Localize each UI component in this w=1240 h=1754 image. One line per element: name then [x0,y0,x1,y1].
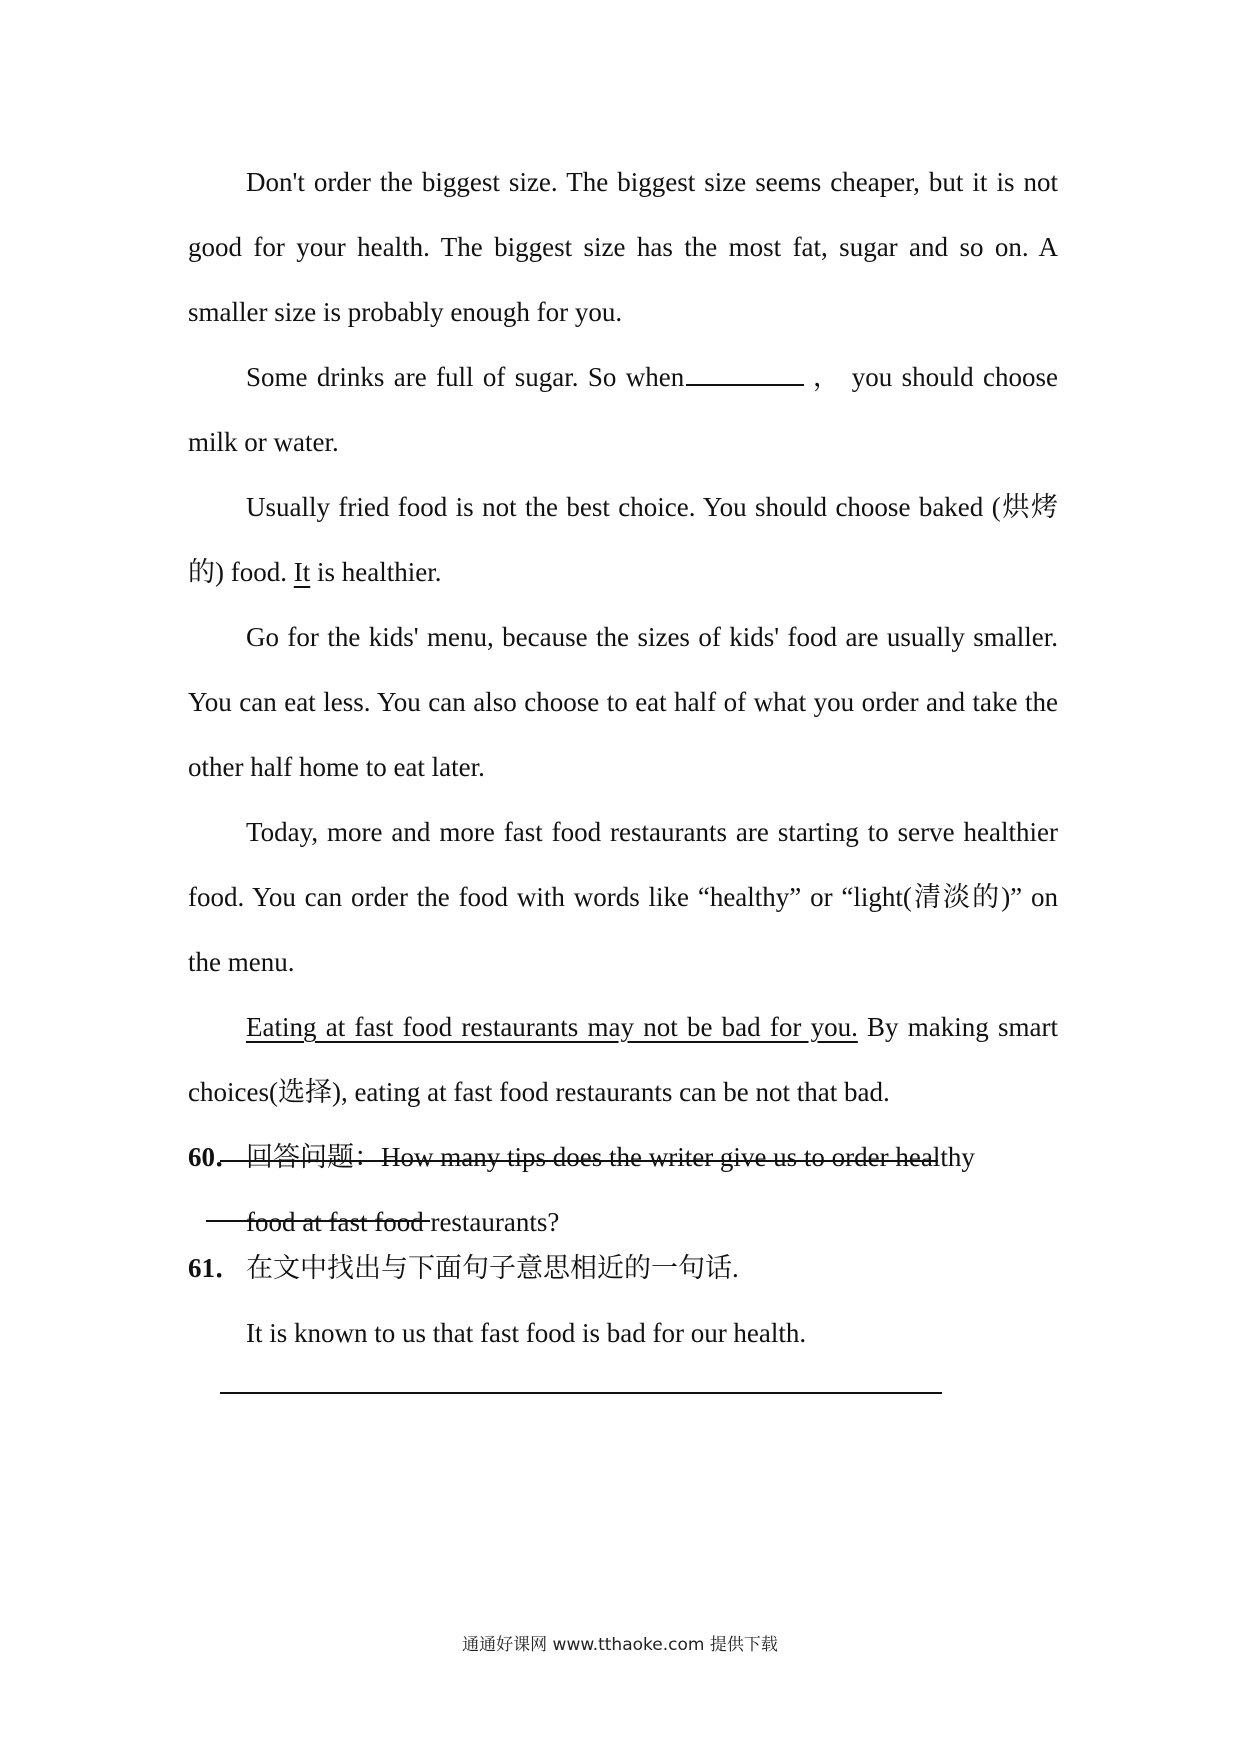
footer-source: 通通好课网 www.tthaoke.com 提供下载 [462,1635,778,1655]
paragraph-fried-food: Usually fried food is not the best choice. You should choose baked (烘烤的) food. It is healthier. [188,492,1058,587]
answer-line-61[interactable] [220,1392,942,1394]
paragraph-healthier-food: Today, more and more fast food restaurants are starting to serve healthier food. You can order the food with words like “healthy” or “light(清淡的)” on the menu. [188,817,1058,977]
paragraph-kids-menu: Go for the kids' menu, because the sizes of kids' food are usually smaller. You can eat less. You can also choose to eat half of what you order and take the other half home to eat later. [188,622,1058,782]
paragraph-conclusion: Eating at fast food restaurants may not be bad for you. By making smart choices(选择), eating at fast food restaurants can be not that bad. [188,1012,1058,1107]
answer-line-60b[interactable] [206,1220,430,1222]
question-61-block [188,1236,1058,1366]
underlined-sentence: Eating at fast food restaurants may not be bad for you. [246,1012,858,1042]
question-61-sentence: It is known to us that fast food is bad for our health. [246,1318,807,1348]
question-60-continuation: food at fast food restaurants? [246,1207,560,1237]
question-60: 60． 回答问题：How many tips does the writer give us to order healthy [188,1125,1058,1190]
paragraph-biggest-size: Don't order the biggest size. The biggest size seems cheaper, but it is not good for your health. The biggest size has the most fat, sugar and so on. A smaller size is probably enough for you. [188,167,1058,327]
paragraph-drinks: Some drinks are full of sugar. So when ， you should choose milk or water. [188,362,1059,457]
fill-in-blank[interactable] [686,362,804,386]
reading-passage [188,150,1058,1255]
question-61: 61． 在文中找出与下面句子意思相近的一句话. [188,1236,1058,1301]
answer-line-60a[interactable] [220,1160,938,1162]
question-number: 60． [188,1142,242,1172]
underlined-it: It [293,557,311,587]
question-number: 61． [188,1253,242,1283]
